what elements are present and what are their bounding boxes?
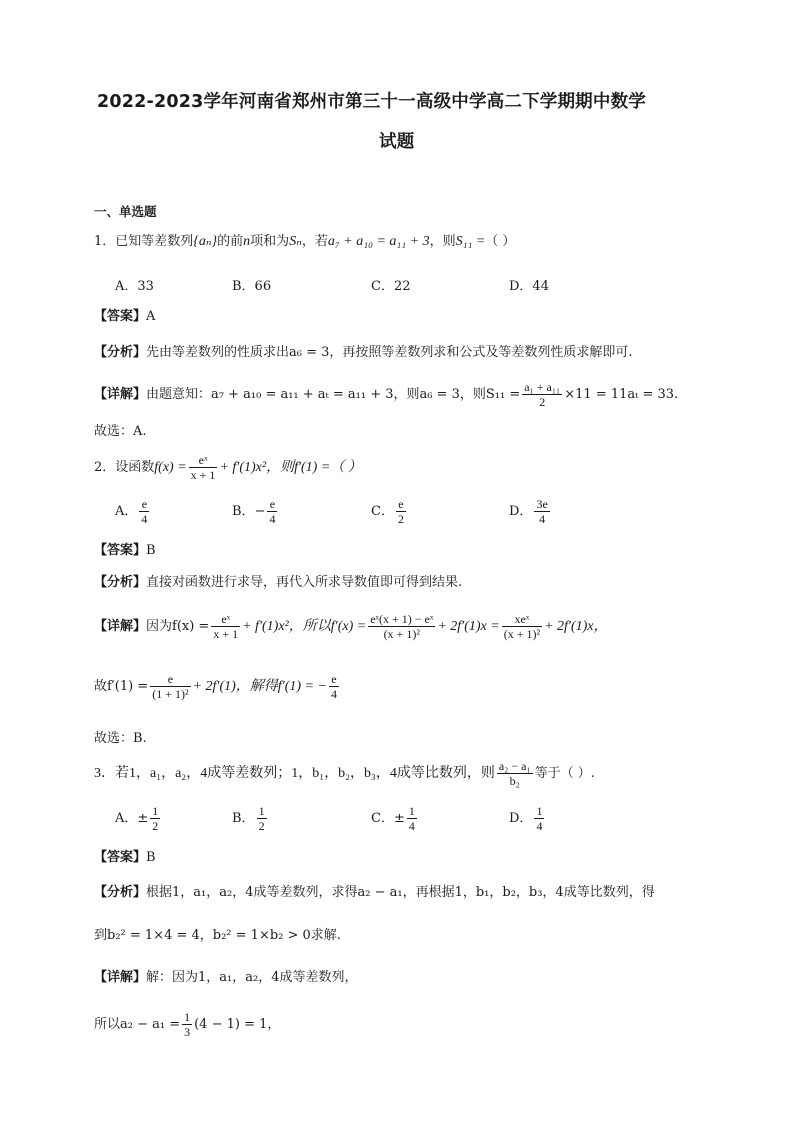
q1-choose: 故选：A. bbox=[94, 424, 147, 439]
q3-detail bbox=[94, 970, 357, 986]
q3-opt-a-sign: ± bbox=[137, 811, 149, 826]
q2-d2-den: (x + 1)² bbox=[383, 627, 420, 641]
q2-opt-b-letter: B． bbox=[232, 504, 255, 519]
q3-opt-d-num: 1 bbox=[536, 804, 543, 818]
q2-option-b[interactable] bbox=[232, 497, 279, 526]
q3-opt-b-num: 1 bbox=[258, 804, 265, 818]
q3-detail-2b: (4 − 1) = 1， bbox=[194, 1017, 281, 1032]
q3-opt-c-den: 4 bbox=[408, 819, 415, 833]
q1-answer-value: A bbox=[146, 309, 156, 324]
detail-tag: 【详解】 bbox=[94, 387, 147, 402]
q1-option-a[interactable]: A．33 bbox=[115, 279, 154, 294]
q1-stem-mid: 的前 bbox=[217, 234, 244, 249]
q1-analysis bbox=[94, 345, 633, 361]
q2-option-d[interactable] bbox=[509, 497, 552, 526]
analysis-tag: 【分析】 bbox=[94, 575, 147, 590]
q1-option-c[interactable]: C．22 bbox=[371, 279, 411, 294]
q3-d-num: 1 bbox=[184, 1010, 191, 1024]
q1-condition: a₇ + a₁₀ = a₁₁ + 3 bbox=[327, 234, 430, 249]
question-1-stem bbox=[94, 234, 515, 250]
q3-opt-a-letter: A． bbox=[115, 811, 138, 826]
q3-option-b[interactable] bbox=[232, 804, 269, 833]
q2-analysis-text: 直接对函数进行求导，再代入所求导数值即可得到结果. bbox=[146, 575, 463, 590]
q3-opt-c-sign: ± bbox=[393, 811, 405, 826]
q1-stem-mid4: ，则 bbox=[429, 234, 456, 249]
q1-option-d[interactable]: D．44 bbox=[509, 279, 549, 294]
q2-stem-pre: 2．设函数 bbox=[94, 460, 155, 475]
q2-frac-num: eˣ bbox=[189, 453, 218, 468]
q1-stem-pre: 1．已知等差数列 bbox=[94, 234, 194, 249]
question-3-stem bbox=[94, 759, 595, 788]
q3-detail-2a: 所以a₂ − a₁ = bbox=[94, 1017, 181, 1032]
q2-opt-b-frac bbox=[267, 497, 277, 526]
q3-answer bbox=[94, 850, 156, 866]
q1-stem-mid2: 项和为 bbox=[250, 234, 290, 249]
q2-opt-a-letter: A． bbox=[115, 504, 138, 519]
q3-opt-b-frac bbox=[257, 804, 267, 833]
q2-detail-line2 bbox=[94, 672, 341, 701]
q2-opt-a-frac bbox=[139, 497, 149, 526]
q1-detail-pre: 由题意知：a₇ + a₁₀ = a₁₁ + aₜ = a₁₁ + 3，则a₆ = 3，则S₁₁ = bbox=[146, 387, 521, 402]
q2-line2-frac bbox=[150, 672, 190, 701]
q2-option-c[interactable] bbox=[371, 497, 408, 526]
q2-l2-num: e bbox=[150, 672, 190, 687]
q2-opt-a-num: e bbox=[139, 497, 149, 512]
q1-n: n bbox=[243, 234, 251, 249]
q2-opt-b-num: e bbox=[267, 497, 277, 512]
q1-analysis-text: 先由等差数列的性质求出a₆ = 3，再按照等差数列求和公式及等差数列性质求解即可. bbox=[146, 345, 633, 360]
q3-opt-c-frac bbox=[407, 804, 417, 833]
q2-answer bbox=[94, 543, 156, 559]
q2-opt-c-frac bbox=[396, 497, 406, 526]
q1-option-b[interactable]: B．66 bbox=[232, 279, 272, 294]
q2-detail-frac2 bbox=[368, 612, 435, 641]
q2-line2-a: 故f′(1) = bbox=[94, 679, 149, 694]
q2-l2b-num: e bbox=[329, 672, 339, 687]
q2-option-a[interactable] bbox=[115, 497, 151, 526]
q2-opt-c-num: e bbox=[396, 497, 406, 512]
q2-opt-a-den: 4 bbox=[141, 512, 148, 526]
question-2-stem bbox=[94, 453, 362, 482]
analysis-tag: 【分析】 bbox=[94, 885, 147, 900]
q1-detail-post: ×11 = 11aₜ = 33. bbox=[564, 387, 679, 402]
q3-opt-a-frac bbox=[150, 804, 160, 833]
q2-stem-fraction bbox=[189, 453, 218, 482]
detail-tag: 【详解】 bbox=[94, 619, 147, 634]
q2-d3-num: xeˣ bbox=[502, 612, 542, 627]
q3-option-d[interactable] bbox=[509, 804, 546, 833]
q3-detail-line2 bbox=[94, 1010, 280, 1039]
answer-tag: 【答案】 bbox=[94, 309, 147, 324]
q1-sequence: {aₙ} bbox=[193, 234, 218, 249]
q2-d1-num: eˣ bbox=[211, 612, 240, 627]
q3-answer-value: B bbox=[146, 850, 156, 865]
q2-opt-b-den: 4 bbox=[269, 512, 276, 526]
q3-frac-den: b₂ bbox=[509, 774, 520, 788]
q2-answer-value: B bbox=[146, 543, 156, 558]
q1-frac-num: a₁ + a₁₁ bbox=[524, 380, 561, 394]
q2-detail-d: + 2f′(1)x， bbox=[544, 619, 608, 634]
q2-frac-den: x + 1 bbox=[190, 468, 216, 482]
answer-tag: 【答案】 bbox=[94, 850, 147, 865]
q2-detail-frac3 bbox=[502, 612, 542, 641]
q2-fx: f(x) = bbox=[154, 460, 187, 475]
q2-detail-c: + 2f′(1)x = bbox=[437, 619, 500, 634]
q2-opt-d-num: 3e bbox=[536, 497, 548, 511]
q3-detail-frac bbox=[182, 1010, 192, 1039]
q2-choose: 故选：B. bbox=[94, 731, 147, 746]
q1-stem-mid3: ，若 bbox=[301, 234, 328, 249]
q3-frac-num: a₂ − a₁ bbox=[498, 759, 531, 773]
q2-detail-a: 因为f(x) = bbox=[146, 619, 210, 634]
q3-opt-d-frac bbox=[534, 804, 544, 833]
q3-stem-b: 等于（ ）. bbox=[534, 766, 595, 781]
q1-blank: （ ） bbox=[485, 234, 516, 249]
q3-analysis bbox=[94, 885, 655, 901]
section-heading: 一、单选题 bbox=[94, 204, 157, 219]
q1-detail bbox=[94, 380, 678, 409]
q3-opt-b-den: 2 bbox=[258, 819, 265, 833]
q3-option-a[interactable] bbox=[115, 804, 162, 833]
q3-stem-frac bbox=[497, 759, 533, 788]
q2-line2-b: + 2f′(1)，解得f′(1) = − bbox=[192, 679, 327, 694]
q3-opt-d-letter: D． bbox=[509, 811, 533, 826]
q2-opt-c-den: 2 bbox=[397, 512, 404, 526]
q2-opt-d-letter: D． bbox=[509, 504, 533, 519]
q3-opt-d-den: 4 bbox=[536, 819, 543, 833]
q2-detail-b: + f′(1)x²，所以f′(x) = bbox=[242, 619, 367, 634]
q3-opt-a-num: 1 bbox=[152, 804, 159, 818]
q1-answer bbox=[94, 309, 155, 325]
q2-d1-den: x + 1 bbox=[213, 627, 239, 641]
q1-ask: S₁₁ = bbox=[455, 234, 486, 249]
q3-opt-c-letter: C． bbox=[371, 811, 394, 826]
q2-d2-num: eˣ(x + 1) − eˣ bbox=[370, 612, 434, 626]
q1-detail-fraction bbox=[522, 380, 562, 409]
page-title: 2022-2023学年河南省郑州市第三十一高级中学高二下学期期中数学 bbox=[97, 92, 646, 112]
q2-opt-c-letter: C． bbox=[371, 504, 394, 519]
q3-opt-c-num: 1 bbox=[408, 804, 415, 818]
q3-analysis-line1: 根据1，a₁，a₂，4成等差数列，求得a₂ − a₁，再根据1，b₁，b₂，b₃，4成等比数列，得 bbox=[146, 885, 655, 900]
q2-opt-d-frac bbox=[534, 497, 549, 526]
q1-frac-den: 2 bbox=[539, 395, 546, 409]
page-title-line2: 试题 bbox=[379, 132, 415, 152]
q2-d3-den: (x + 1)² bbox=[503, 627, 541, 641]
q3-opt-a-den: 2 bbox=[152, 819, 159, 833]
answer-tag: 【答案】 bbox=[94, 543, 147, 558]
q3-opt-b-letter: B． bbox=[232, 811, 255, 826]
q2-opt-d-den: 4 bbox=[539, 512, 546, 526]
q2-detail-frac1 bbox=[211, 612, 240, 641]
q3-option-c[interactable] bbox=[371, 804, 419, 833]
q2-opt-b-sign: − bbox=[254, 504, 266, 519]
q3-detail-line1: 解：因为1，a₁，a₂，4成等差数列， bbox=[146, 970, 358, 985]
q3-analysis-line2: 到b₂² = 1×4 = 4，b₂² = 1×b₂ > 0求解. bbox=[94, 928, 341, 943]
analysis-tag: 【分析】 bbox=[94, 345, 147, 360]
q3-d-den: 3 bbox=[184, 1025, 191, 1039]
q1-sn: Sₙ bbox=[289, 234, 302, 249]
q2-detail bbox=[94, 612, 608, 641]
q2-l2-den: (1 + 1)² bbox=[152, 687, 189, 701]
q2-stem-post: + f′(1)x²，则f′(1) =（ ） bbox=[219, 460, 362, 475]
q3-stem-a: 3．若1，a₁，a₂，4成等差数列；1，b₁，b₂，b₃，4成等比数列，则 bbox=[94, 766, 495, 781]
q2-line2-frac2 bbox=[329, 672, 339, 701]
detail-tag: 【详解】 bbox=[94, 970, 147, 985]
q2-analysis bbox=[94, 575, 462, 591]
q2-l2b-den: 4 bbox=[330, 687, 337, 701]
